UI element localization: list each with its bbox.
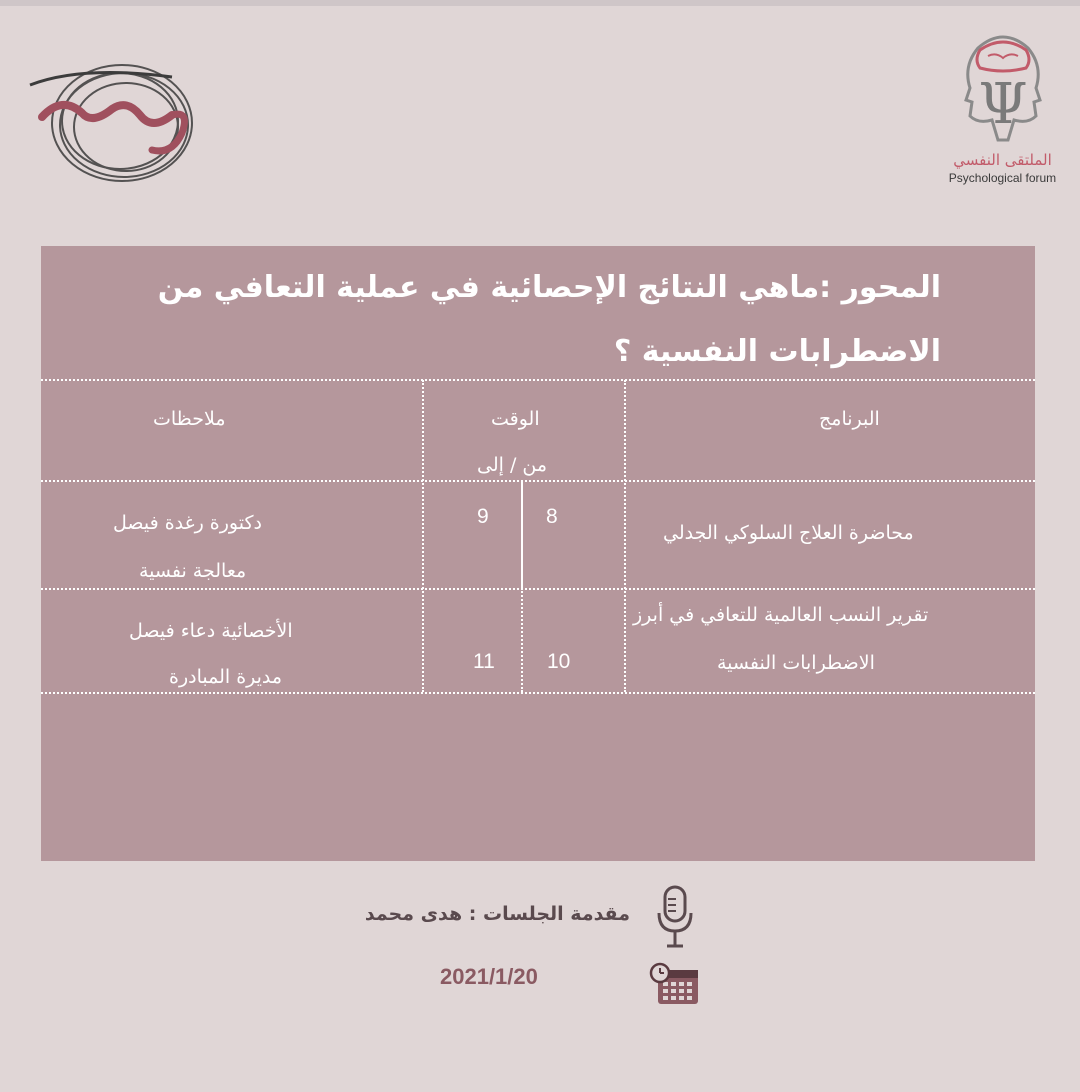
- row2-program-line2: الاضطرابات النفسية: [717, 652, 875, 674]
- header-time: الوقت: [491, 408, 540, 430]
- calligraphy-logo: [22, 55, 202, 195]
- time-divider-row1: [521, 480, 523, 588]
- row1-to: 9: [477, 505, 489, 528]
- row2-from: 10: [547, 650, 571, 673]
- row2-notes-line2: مديرة المبادرة: [169, 666, 283, 688]
- table-line-top: [41, 379, 1035, 381]
- row2-notes-line1: الأخصائية دعاء فيصل: [129, 620, 293, 642]
- row1-notes-line1: دكتورة رغدة فيصل: [113, 512, 262, 534]
- schedule-panel: [41, 246, 1035, 861]
- calendar-clock-icon: [648, 962, 700, 1010]
- svg-text:Ψ: Ψ: [977, 72, 1028, 137]
- row2-program-line1: تقرير النسب العالمية للتعافي في أبرز: [633, 604, 929, 626]
- row2-to: 11: [473, 650, 495, 673]
- logo-name-en: Psychological forum: [948, 171, 1057, 185]
- row1-program: محاضرة العلاج السلوكي الجدلي: [663, 522, 914, 544]
- presenter-label: مقدمة الجلسات : هدى محمد: [364, 903, 630, 925]
- header-program: البرنامج: [819, 408, 880, 430]
- header-notes: ملاحظات: [153, 408, 226, 430]
- microphone-icon: [655, 885, 695, 953]
- row1-notes-line2: معالجة نفسية: [139, 560, 247, 582]
- session-date: 2021/1/20: [440, 964, 538, 989]
- psychological-forum-logo: [940, 28, 1065, 193]
- title-line-2: الاضطرابات النفسية ؟: [613, 334, 941, 369]
- psi-brain-logo: [948, 28, 1058, 153]
- header-time-sub: من / إلى: [477, 454, 548, 476]
- table-line-row2: [41, 692, 1035, 694]
- table-line-header: [41, 480, 1035, 482]
- table-line-row1: [41, 588, 1035, 590]
- title-line-1: المحور :ماهي النتائج الإحصائية في عملية التعافي من: [157, 270, 941, 305]
- logo-name-ar: الملتقى النفسي: [953, 151, 1052, 169]
- row1-from: 8: [546, 505, 558, 528]
- time-divider-row2: [521, 588, 523, 692]
- table-col-divider-notes: [422, 380, 424, 692]
- top-border: [0, 0, 1080, 6]
- table-col-divider-time: [624, 380, 626, 692]
